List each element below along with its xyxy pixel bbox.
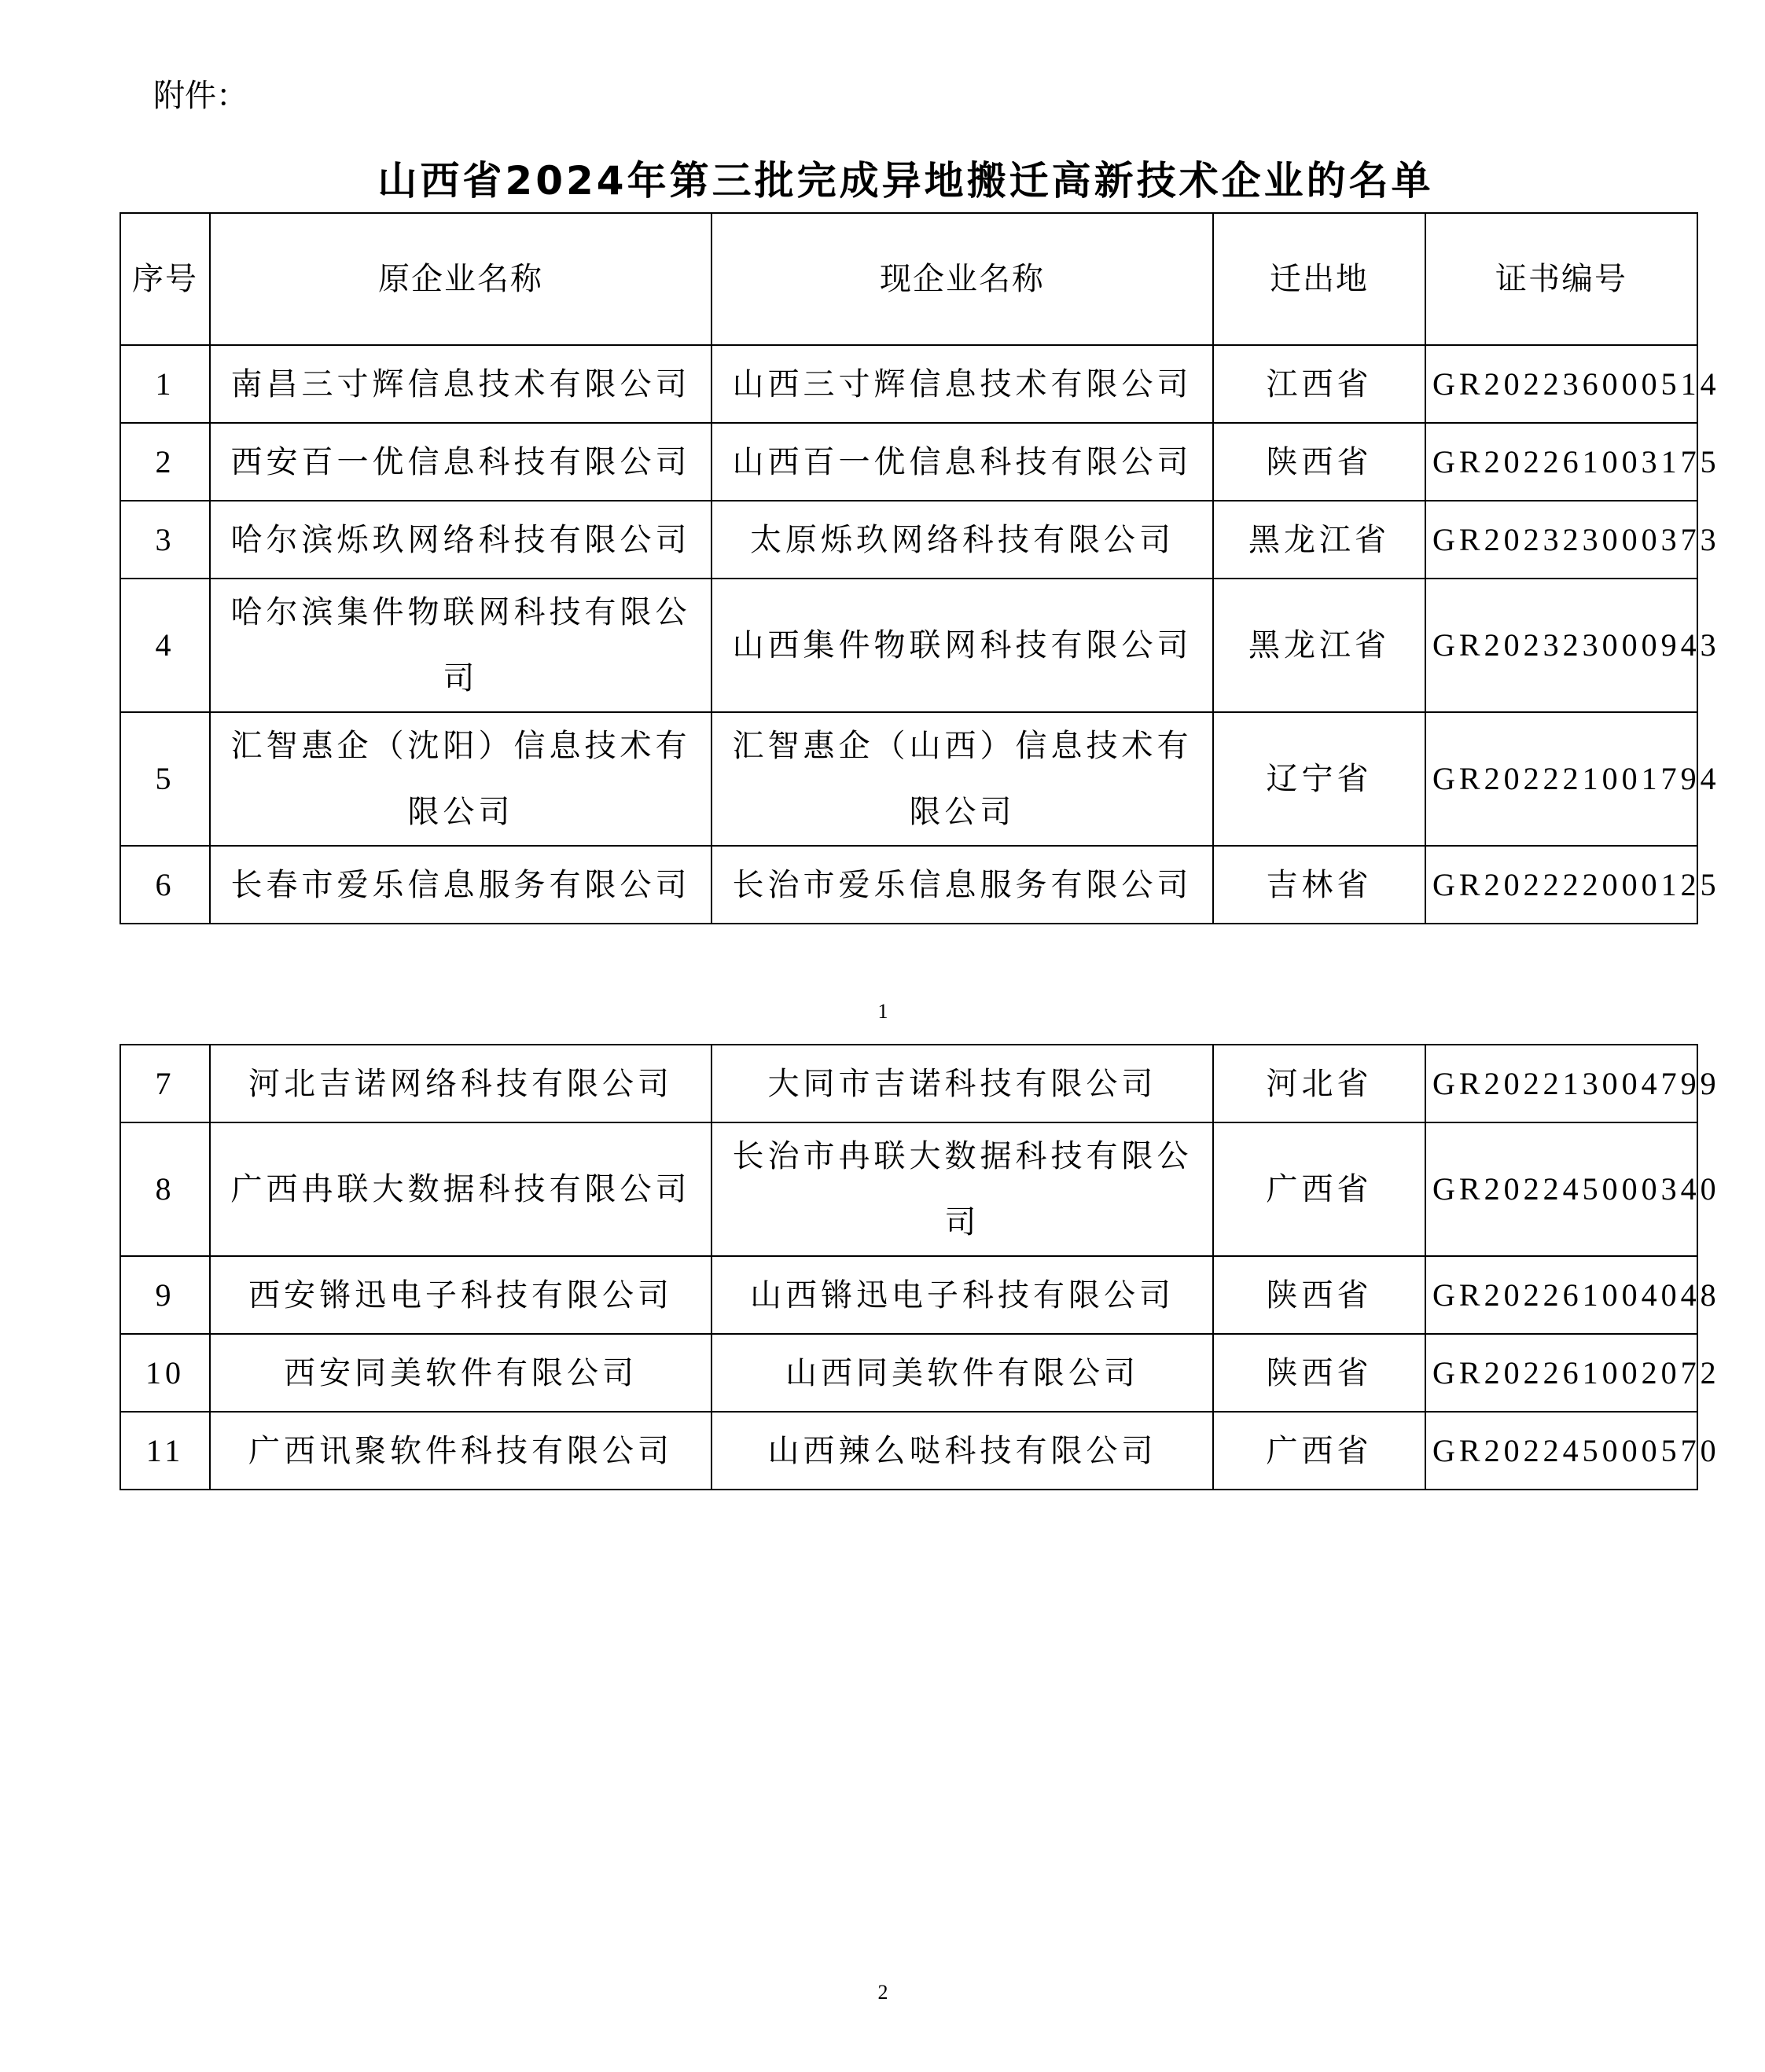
table-header-row (120, 213, 1697, 345)
cell-seq: 8 (120, 1122, 210, 1256)
table-row (120, 1122, 1697, 1256)
header-origin: 迁出地 (1213, 213, 1425, 345)
cell-origin: 辽宁省 (1213, 712, 1425, 846)
cell-original-name: 广西冉联大数据科技有限公司 (210, 1122, 712, 1256)
cell-origin: 广西省 (1213, 1412, 1425, 1490)
cell-original-name: 哈尔滨集件物联网科技有限公司 (210, 579, 712, 712)
company-table-page-1 (120, 212, 1720, 924)
table-row (120, 1412, 1697, 1490)
cell-current-name: 山西三寸辉信息技术有限公司 (712, 345, 1213, 423)
header-original-name: 原企业名称 (210, 213, 712, 345)
cell-origin: 广西省 (1213, 1122, 1425, 1256)
cell-seq: 3 (120, 501, 210, 579)
header-current-name: 现企业名称 (712, 213, 1213, 345)
cell-current-name: 大同市吉诺科技有限公司 (712, 1045, 1213, 1122)
cell-origin: 吉林省 (1213, 846, 1425, 924)
cell-origin: 陕西省 (1213, 423, 1425, 501)
table-row (120, 345, 1697, 423)
cell-cert-no: GR202236000514 (1425, 345, 1697, 423)
cell-seq: 2 (120, 423, 210, 501)
cell-seq: 1 (120, 345, 210, 423)
cell-current-name: 汇智惠企（山西）信息技术有限公司 (712, 712, 1213, 846)
cell-cert-no: GR202245000570 (1425, 1412, 1697, 1490)
cell-cert-no: GR202323000943 (1425, 579, 1697, 712)
cell-current-name: 山西百一优信息科技有限公司 (712, 423, 1213, 501)
cell-original-name: 南昌三寸辉信息技术有限公司 (210, 345, 712, 423)
cell-cert-no: GR202221001794 (1425, 712, 1697, 846)
table-row (120, 579, 1697, 712)
document-title: 山西省2024年第三批完成异地搬迁高新技术企业的名单 (377, 158, 1434, 204)
header-cert-no: 证书编号 (1425, 213, 1697, 345)
cell-original-name: 西安同美软件有限公司 (210, 1334, 712, 1412)
cell-current-name: 山西集件物联网科技有限公司 (712, 579, 1213, 712)
cell-seq: 9 (120, 1256, 210, 1334)
header-seq: 序号 (120, 213, 210, 345)
cell-seq: 10 (120, 1334, 210, 1412)
cell-cert-no: GR202261004048 (1425, 1256, 1697, 1334)
page-number: 2 (877, 1981, 888, 2004)
cell-original-name: 哈尔滨烁玖网络科技有限公司 (210, 501, 712, 579)
cell-original-name: 西安百一优信息科技有限公司 (210, 423, 712, 501)
cell-cert-no: GR202261002072 (1425, 1334, 1697, 1412)
cell-cert-no: GR202213004799 (1425, 1045, 1697, 1122)
page-number: 1 (877, 1000, 888, 1023)
cell-original-name: 河北吉诺网络科技有限公司 (210, 1045, 712, 1122)
table-row (120, 423, 1697, 501)
cell-origin: 黑龙江省 (1213, 501, 1425, 579)
cell-current-name: 太原烁玖网络科技有限公司 (712, 501, 1213, 579)
table-row (120, 1256, 1697, 1334)
cell-original-name: 长春市爱乐信息服务有限公司 (210, 846, 712, 924)
attachment-label: 附件： (153, 78, 248, 114)
cell-original-name: 汇智惠企（沈阳）信息技术有限公司 (210, 712, 712, 846)
cell-origin: 江西省 (1213, 345, 1425, 423)
cell-cert-no: GR202222000125 (1425, 846, 1697, 924)
cell-seq: 6 (120, 846, 210, 924)
cell-seq: 11 (120, 1412, 210, 1490)
cell-original-name: 广西讯聚软件科技有限公司 (210, 1412, 712, 1490)
cell-origin: 陕西省 (1213, 1256, 1425, 1334)
cell-current-name: 长治市冉联大数据科技有限公司 (712, 1122, 1213, 1256)
cell-origin: 河北省 (1213, 1045, 1425, 1122)
cell-cert-no: GR202245000340 (1425, 1122, 1697, 1256)
cell-seq: 7 (120, 1045, 210, 1122)
cell-seq: 4 (120, 579, 210, 712)
cell-cert-no: GR202261003175 (1425, 423, 1697, 501)
table-row (120, 501, 1697, 579)
company-table-page-2 (120, 1044, 1720, 1490)
table-row (120, 846, 1697, 924)
cell-cert-no: GR202323000373 (1425, 501, 1697, 579)
cell-seq: 5 (120, 712, 210, 846)
table-row (120, 712, 1697, 846)
cell-original-name: 西安锵迅电子科技有限公司 (210, 1256, 712, 1334)
cell-current-name: 山西锵迅电子科技有限公司 (712, 1256, 1213, 1334)
table-row (120, 1045, 1697, 1122)
cell-current-name: 山西同美软件有限公司 (712, 1334, 1213, 1412)
cell-origin: 陕西省 (1213, 1334, 1425, 1412)
table-row (120, 1334, 1697, 1412)
cell-current-name: 长治市爱乐信息服务有限公司 (712, 846, 1213, 924)
cell-origin: 黑龙江省 (1213, 579, 1425, 712)
cell-current-name: 山西辣么哒科技有限公司 (712, 1412, 1213, 1490)
